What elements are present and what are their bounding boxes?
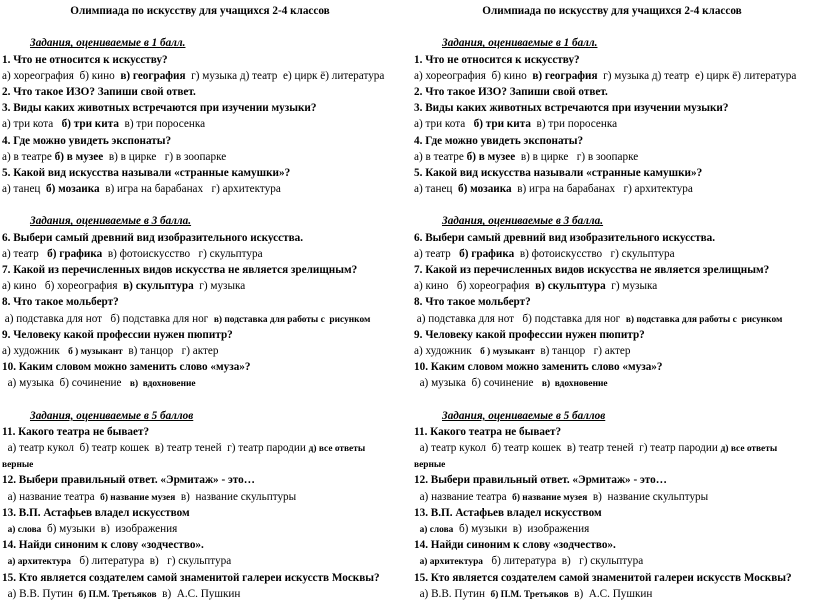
- answer-options: [2, 521, 410, 537]
- answer-text: в) название скульптуры: [587, 490, 709, 503]
- question: 9. Человеку какой профессии нужен пюпитр?: [2, 328, 233, 341]
- question: 5. Какой вид искусства называли «странные камушки»?: [2, 166, 291, 179]
- answer-options: [414, 440, 816, 456]
- question: 3. Виды каких животных встречаются при изучении музыки?: [414, 102, 729, 115]
- spacer: [414, 197, 816, 213]
- answer-text: а) в театре: [414, 150, 467, 163]
- answer-text: а) художник: [2, 344, 69, 357]
- answer-text: а) название театра: [2, 490, 101, 503]
- answer-text: а) театр: [2, 247, 48, 260]
- question: 2. Что такое ИЗО? Запиши свой ответ.: [2, 85, 196, 98]
- question: 12. Выбери правильный ответ. «Эрмитаж» - это…: [2, 474, 255, 487]
- answer-options: [2, 456, 410, 472]
- answer-options: [414, 181, 816, 197]
- answer-options: [414, 278, 816, 294]
- answer-options: [2, 149, 410, 165]
- section-heading: Задания, оцениваемые в 5 баллов: [442, 409, 606, 422]
- question: 13. В.П. Астафьев владел искусством: [414, 506, 602, 519]
- correct-answer: б) название музея: [512, 492, 588, 503]
- column-right: [414, 3, 816, 602]
- answer-options: [414, 375, 816, 391]
- column-left: [2, 3, 410, 602]
- answer-text: а) кино б) хореография: [2, 280, 124, 293]
- answer-text: в) А.С. Пушкин: [568, 587, 653, 600]
- correct-answer: д) все ответы: [308, 444, 366, 455]
- correct-answer: а) архитектура: [419, 557, 483, 568]
- answer-text: а) В.В. Путин: [414, 587, 491, 600]
- answer-options: [2, 246, 410, 262]
- correct-answer: в) вдохновение: [541, 379, 608, 390]
- answer-options: [414, 68, 816, 84]
- answer-text: а) художник: [414, 344, 481, 357]
- answer-options: [2, 181, 410, 197]
- answer-text: а) кино б) хореография: [414, 280, 536, 293]
- page-title: Олимпиада по искусству для учащихся 2-4 классов: [482, 5, 742, 17]
- answer-options: [2, 440, 410, 456]
- answer-text: а) музыка б) сочинение: [2, 377, 130, 390]
- answer-options: [2, 278, 410, 294]
- question: 6. Выбери самый древний вид изобразительного искусства.: [414, 231, 716, 244]
- answer-options: [414, 586, 816, 602]
- question: 3. Виды каких животных встречаются при изучении музыки?: [2, 102, 317, 115]
- correct-answer: б) мозаика: [46, 183, 100, 196]
- answer-text: в) игра на барабанах г) архитектура: [99, 183, 281, 196]
- question: 8. Что такое мольберт?: [414, 296, 531, 309]
- correct-answer: верные: [414, 460, 446, 471]
- question: 11. Какого театра не бывает?: [414, 425, 562, 438]
- correct-answer: д) все ответы: [720, 444, 778, 455]
- question: 10. Каким словом можно заменить слово «муза»?: [2, 361, 251, 374]
- correct-answer: б) название музея: [100, 492, 176, 503]
- answer-options: [2, 343, 410, 359]
- correct-answer: б) П.М. Третьяков: [490, 589, 569, 600]
- correct-answer: в) скульптура: [535, 280, 606, 293]
- answer-text: в) игра на барабанах г) архитектура: [511, 183, 693, 196]
- answer-text: а) подставка для нот б) подставка для ног: [2, 312, 214, 325]
- correct-answer: в) подставка для работы с рисунком: [213, 314, 371, 325]
- answer-text: г) музыка д) театр е) цирк ё) литература: [597, 69, 797, 82]
- correct-answer: верные: [2, 460, 34, 471]
- answer-options: [2, 116, 410, 132]
- answer-text: а) три кота: [414, 118, 474, 131]
- answer-options: [414, 149, 816, 165]
- answer-options: [414, 311, 816, 327]
- answer-text: в) три поросенка: [118, 118, 206, 131]
- question: 15. Кто является создателем самой знаменитой галереи искусств Москвы?: [414, 571, 792, 584]
- answer-text: в) в цирке г) в зоопарке: [515, 150, 639, 163]
- answer-options: [414, 246, 816, 262]
- correct-answer: а) слова: [419, 525, 454, 535]
- correct-answer: б ) музыкант: [68, 346, 123, 357]
- section-heading: Задания, оцениваемые в 3 балла.: [442, 215, 604, 228]
- correct-answer: б) мозаика: [458, 183, 512, 196]
- question: 12. Выбери правильный ответ. «Эрмитаж» - это…: [414, 474, 667, 487]
- answer-text: а) В.В. Путин: [2, 587, 79, 600]
- correct-answer: б) в музее: [54, 150, 104, 163]
- answer-text: в) танцор г) актер: [122, 344, 219, 357]
- correct-answer: б) графика: [459, 247, 515, 260]
- answer-text: а) музыка б) сочинение: [414, 377, 542, 390]
- answer-text: б) музыки в) изображения: [41, 523, 178, 535]
- correct-answer: в) подставка для работы с рисунком: [625, 314, 783, 325]
- correct-answer: в) география: [120, 69, 186, 82]
- question: 7. Какой из перечисленных видов искусства не является зрелищным?: [2, 264, 358, 276]
- answer-text: г) музыка: [605, 280, 658, 293]
- answer-text: в) фотоискусство г) скульптура: [514, 247, 675, 260]
- answer-text: а) три кота: [2, 118, 62, 131]
- answer-text: г) музыка д) театр е) цирк ё) литература: [185, 69, 385, 82]
- section-heading: Задания, оцениваемые в 3 балла.: [30, 215, 192, 228]
- answer-text: а) в театре: [2, 150, 55, 163]
- answer-text: в) три поросенка: [530, 118, 618, 131]
- answer-text: б) литература в) г) скульптура: [70, 555, 232, 568]
- question: 6. Выбери самый древний вид изобразительного искусства.: [2, 231, 304, 244]
- answer-options: [414, 456, 816, 472]
- answer-options: [414, 553, 816, 569]
- answer-text: б) музыки в) изображения: [453, 523, 590, 535]
- answer-text: а) название театра: [414, 490, 513, 503]
- correct-answer: в) география: [532, 69, 598, 82]
- correct-answer: в) скульптура: [123, 280, 194, 293]
- answer-text: а) театр: [414, 247, 460, 260]
- answer-text: а) театр кукол б) театр кошек в) театр теней г) театр пародии: [414, 442, 721, 455]
- answer-text: б) литература в) г) скульптура: [482, 555, 644, 568]
- question: 2. Что такое ИЗО? Запиши свой ответ.: [414, 85, 608, 98]
- question: 14. Найди синоним к слову «зодчество».: [2, 539, 204, 552]
- answer-options: [414, 343, 816, 359]
- question: 10. Каким словом можно заменить слово «муза»?: [414, 361, 663, 374]
- answer-text: а) танец: [2, 183, 47, 196]
- answer-options: [2, 311, 410, 327]
- answer-options: [414, 521, 816, 537]
- correct-answer: б) графика: [47, 247, 103, 260]
- correct-answer: б) в музее: [466, 150, 516, 163]
- answer-text: в) название скульптуры: [175, 490, 297, 503]
- answer-options: [2, 553, 410, 569]
- question: 4. Где можно увидеть экспонаты?: [2, 134, 172, 147]
- question: 15. Кто является создателем самой знаменитой галереи искусств Москвы?: [2, 571, 380, 584]
- section-heading: Задания, оцениваемые в 1 балл.: [30, 37, 186, 50]
- question: 4. Где можно увидеть экспонаты?: [414, 134, 584, 147]
- spacer: [2, 392, 410, 408]
- answer-options: [2, 586, 410, 602]
- correct-answer: в) вдохновение: [129, 379, 196, 390]
- correct-answer: б ) музыкант: [480, 346, 535, 357]
- question: 7. Какой из перечисленных видов искусства не является зрелищным?: [414, 264, 770, 276]
- spacer: [414, 392, 816, 408]
- correct-answer: б) три кита: [61, 118, 119, 131]
- correct-answer: а) слова: [7, 525, 42, 535]
- question: 9. Человеку какой профессии нужен пюпитр?: [414, 328, 645, 341]
- answer-options: [2, 489, 410, 505]
- answer-options: [414, 489, 816, 505]
- answer-options: [414, 116, 816, 132]
- question: 1. Что не относится к искусству?: [2, 53, 168, 66]
- answer-text: а) подставка для нот б) подставка для ног: [414, 312, 626, 325]
- answer-text: г) музыка: [193, 280, 246, 293]
- question: 11. Какого театра не бывает?: [2, 425, 150, 438]
- question: 14. Найди синоним к слову «зодчество».: [414, 539, 616, 552]
- answer-options: [2, 68, 410, 84]
- question: 8. Что такое мольберт?: [2, 296, 119, 309]
- answer-text: в) в цирке г) в зоопарке: [103, 150, 227, 163]
- answer-text: а) танец: [414, 183, 459, 196]
- spacer: [414, 19, 816, 35]
- question: 13. В.П. Астафьев владел искусством: [2, 506, 190, 519]
- section-heading: Задания, оцениваемые в 1 балл.: [442, 37, 598, 50]
- spacer: [2, 197, 410, 213]
- spacer: [2, 19, 410, 35]
- section-heading: Задания, оцениваемые в 5 баллов: [30, 409, 194, 422]
- answer-text: а) театр кукол б) театр кошек в) театр теней г) театр пародии: [2, 442, 309, 455]
- answer-text: в) танцор г) актер: [534, 344, 631, 357]
- correct-answer: а) архитектура: [7, 557, 71, 568]
- answer-text: а) хореография б) кино: [414, 69, 533, 82]
- answer-options: [2, 375, 410, 391]
- correct-answer: б) П.М. Третьяков: [78, 589, 157, 600]
- answer-text: а) хореография б) кино: [2, 69, 121, 82]
- correct-answer: б) три кита: [473, 118, 531, 131]
- question: 5. Какой вид искусства называли «странные камушки»?: [414, 166, 703, 179]
- page-title: Олимпиада по искусству для учащихся 2-4 классов: [70, 5, 330, 17]
- answer-text: в) А.С. Пушкин: [156, 587, 241, 600]
- question: 1. Что не относится к искусству?: [414, 53, 580, 66]
- answer-text: в) фотоискусство г) скульптура: [102, 247, 263, 260]
